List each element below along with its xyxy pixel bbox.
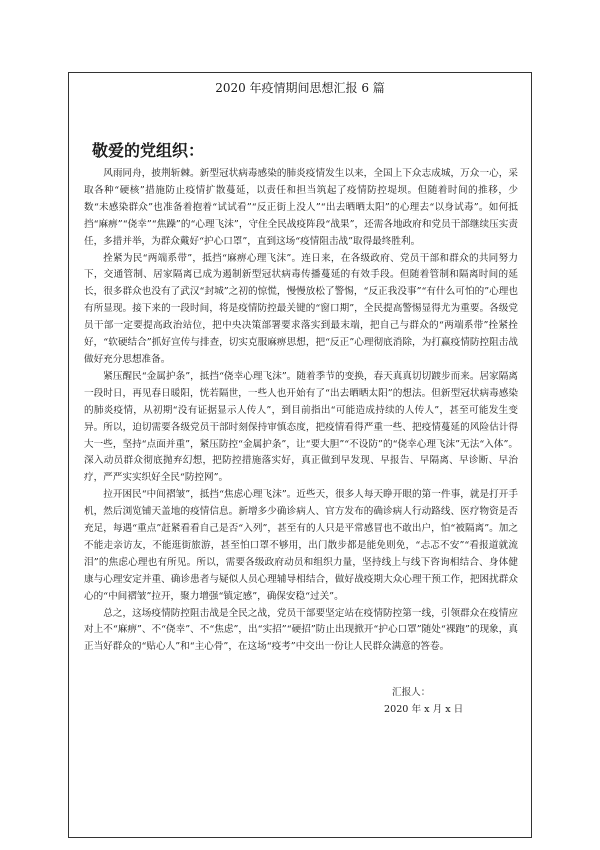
document-body [84,166,518,656]
signature-block [384,684,464,718]
report-date: 2020 年 x 月 x 日 [384,704,464,715]
salutation: 敬爱的党组织： [92,141,205,160]
paragraph: 拴紧为民“两端系带”，抵挡“麻痹心理飞沫”。连日来，在各级政府、党员干部和群众的共同努力下，交通管制、居家隔离已成为遏制新型冠状病毒传播蔓延的有效手段。但随着管制和隔离时间的延长，很多群众也没有了武汉“封城”之初的惊慌，慢慢放松了警惕，“反正我没事”“有什么可怕的”心理也有所显现。接下来的一段时间，将是疫情防控最关键的“窗口期”，全民提高警惕显得尤为重要。各级党员干部一定要提高政治站位，把中央决策部署要求落实到最末端，把自己与群众的“两端系带”拴紧拴好，“软硬结合”抓好宣传与排查，切实克服麻痹思想，把“反正”心理彻底消除，为打赢疫情防控阻击战做好充分思想准备。 [84,252,518,365]
paragraph: 拉开困民“中间褶皱”，抵挡“焦虑心理飞沫”。近些天，很多人每天睁开眼的第一件事，就是打开手机，然后浏览铺天盖地的疫情信息。新增多少确诊病人、官方发布的确诊病人行动路线、医疗物资是否充足，每遇“重点”赶紧看看自己是否“入列”，甚至有的人只是平常感冒也不敢出户，怕“被隔离”。加之不能走亲访友，不能逛街旅游，甚至怕口罩不够用，出门散步都是能免则免，“忐忑不安”“看报道就流泪”的焦虑心理也有所见。所以，需要各级政府动员和组织力量，坚持线上与线下咨询相结合、身体健康与心理安定并重、确诊患者与疑似人员心理辅导相结合，做好战疫期大众心理干预工作，把困扰群众心的“中间褶皱”拉开，聚力增强“镇定感”，确保安稳“过关”。 [84,489,518,602]
document-title: 2020 年疫情期间思想汇报 6 篇 [215,81,385,95]
paragraph: 总之，这场疫情防控阻击战是全民之战，党员干部要坚定站在疫情防控第一线，引领群众在疫情应对上不“麻痹”、不“侥幸”、不“焦虑”，出“实招”“硬招”防止出现掀开“护心口罩”随处“裸跑”的现象，真正当好群众的“贴心人”和“主心骨”，在这场“疫考”中交出一份让人民群众满意的答卷。 [84,607,518,653]
reporter-label: 汇报人： [392,687,431,698]
paragraph: 紧压醒民“金属护条”，抵挡“侥幸心理飞沫”。随着季节的变换，春天真真切切踱步而来。居家隔离一段时日，再见春日暖阳，恍若隔世，一些人也开始有了“出去晒晒太阳”的想法。但新型冠状病毒感染的肺炎疫情，从初期“没有证据显示人传人”，到目前指出“可能造成持续的人传人”，甚至可能发生变异。所以，迫切需要各级党员干部时刻保持审慎态度，把疫情看得严重一些、把疫情蔓延的风险估计得大一些，坚持“点面并重”，紧压防控“金属护条”，让“要大胆”“不设防”的“侥幸心理飞沫”无法“入体”。深入动员群众彻底抛弃幻想，把防控措施落实好，真正做到早发现、早报告、早隔离、早诊断、早治疗，严严实实织好全民“防控网”。 [84,370,518,484]
paragraph: 风雨同舟，披荆斩棘。新型冠状病毒感染的肺炎疫情发生以来，全国上下众志成城，万众一心，采取各种“硬核”措施防止疫情扩散蔓延，以责任和担当筑起了疫情防控堤坝。但随着时间的推移，少数“未感染群众”也准备着抱着“试试看”“反正街上没人”“出去晒晒太阳”的心理去“以身试毒”。如何抵挡“麻痹”“侥幸”“焦躁”的“心理飞沫”，守住全民战疫阵段“战果”，还需各地政府和党员干部继续压实责任，多措并举，为群众戴好“护心口罩”，直到这场“疫情阻击战”取得最终胜利。 [84,168,518,247]
